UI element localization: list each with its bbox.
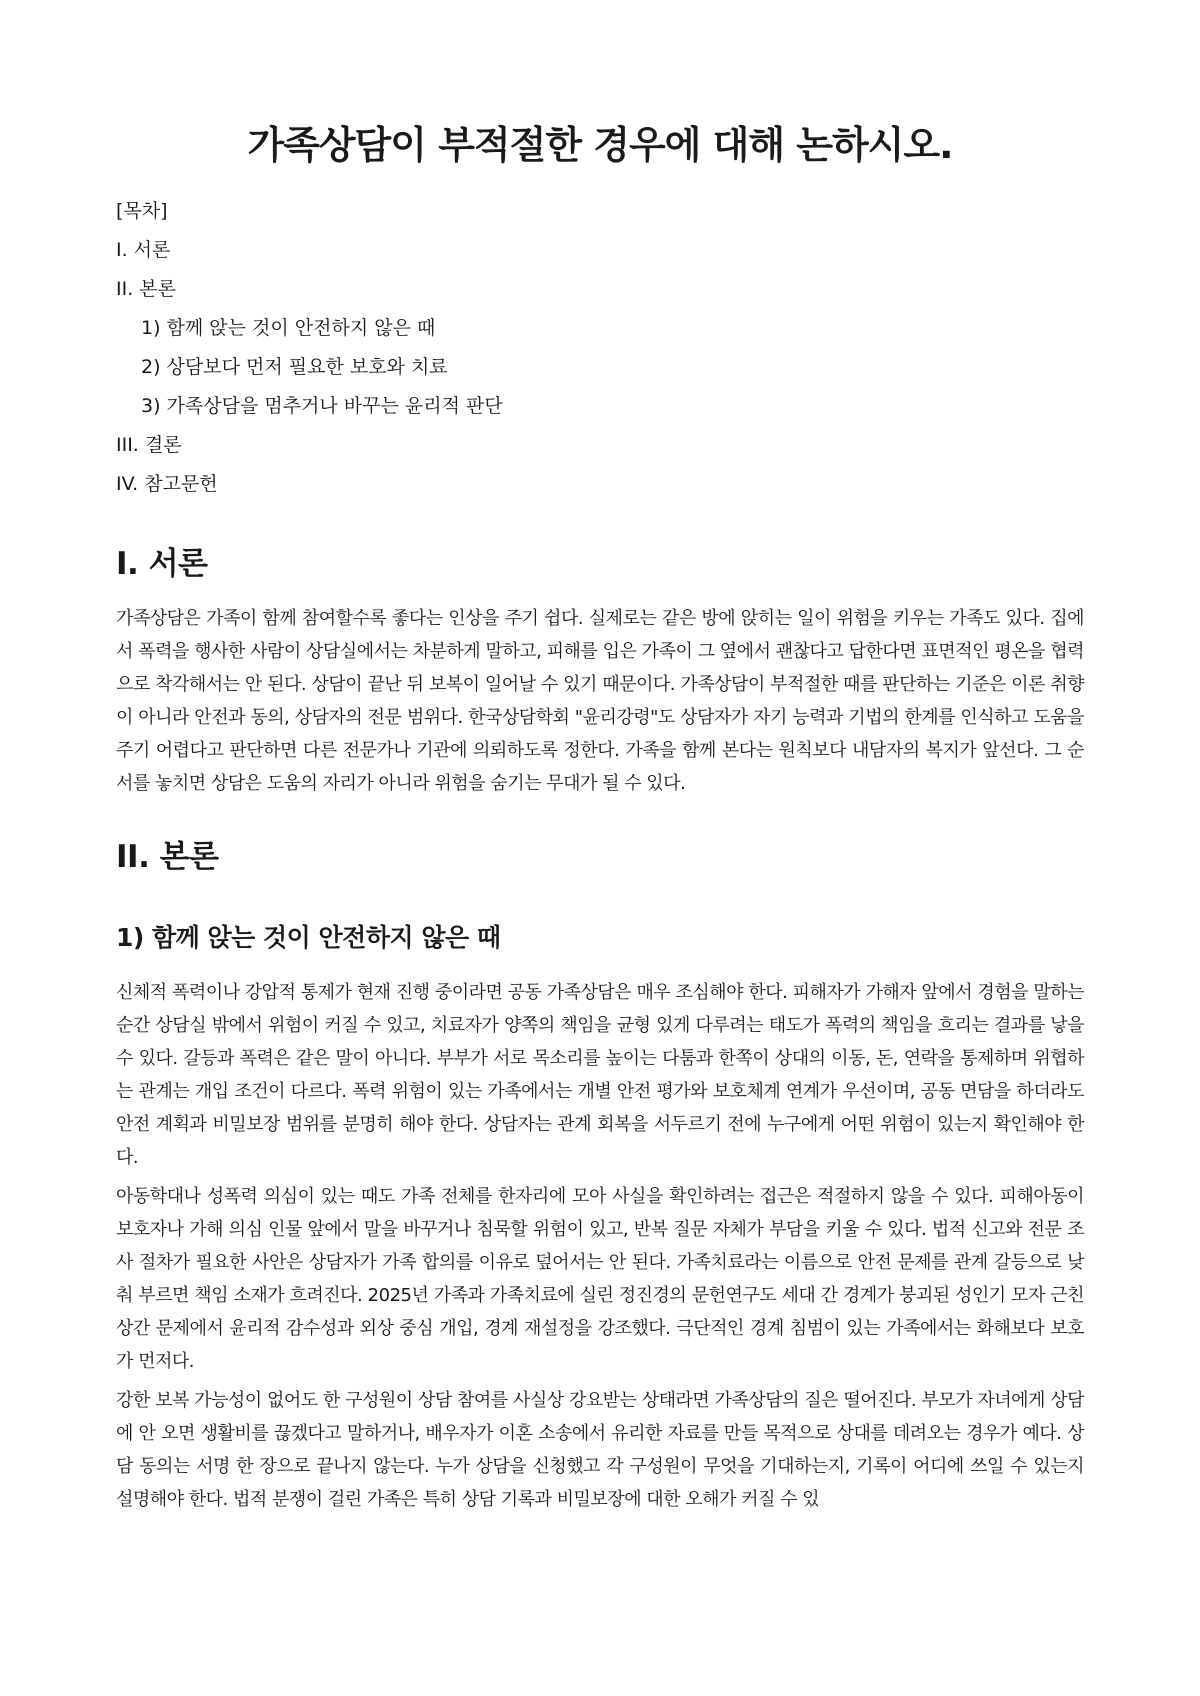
subsection-heading-1: 1) 함께 앉는 것이 안전하지 않은 때	[116, 923, 501, 952]
section-heading-intro: I. 서론	[116, 546, 208, 582]
toc-item-intro: I. 서론	[116, 239, 171, 261]
toc-item-body-sub1: 1) 함께 앉는 것이 안전하지 않은 때	[141, 317, 436, 339]
document-title: 가족상담이 부적절한 경우에 대해 논하시오.	[247, 123, 953, 167]
body-paragraph: 강한 보복 가능성이 없어도 한 구성원이 상담 참여를 사실상 강요받는 상태라면 가족상담의 질은 떨어진다. 부모가 자녀에게 상담에 안 오면 생활비를 끊겠다고 말하거나, 배우자가 이혼 소송에서 유리한 자료를 만들 목적으로 상대를 데려오는 경우가 예다. 상담 동의는 서명 한 장으로 끝나지 않는다. 누가 상담을 신청했고 각 구성원이 무엇을 기대하는지, 기록이 어디에 쓰일 수 있는지 설명해야 한다. 법적 분쟁이 걸린 가족은 특히 상담 기록과 비밀보장에 대한 오해가 커질 수 있	[116, 1390, 1084, 1510]
toc-item-body-sub2: 2) 상담보다 먼저 필요한 보호와 치료	[141, 356, 448, 378]
intro-paragraph: 가족상담은 가족이 함께 참여할수록 좋다는 인상을 주기 쉽다. 실제로는 같은 방에 앉히는 일이 위험을 키우는 가족도 있다. 집에서 폭력을 행사한 사람이 상담실에서는 차분하게 말하고, 피해를 입은 가족이 그 옆에서 괜찮다고 답한다면 표면적인 평온을 협력으로 착각해서는 안 된다. 상담이 끝난 뒤 보복이 일어날 수 있기 때문이다. 가족상담이 부적절한 때를 판단하는 기준은 이론 취향이 아니라 안전과 동의, 상담자의 전문 범위다. 한국상담학회 "윤리강령"도 상담자가 자기 능력과 기법의 한계를 인식하고 도움을 주기 어렵다고 판단하면 다른 전문가나 기관에 의뢰하도록 정한다. 가족을 함께 본다는 원칙보다 내담자의 복지가 앞선다. 그 순서를 놓치면 상담은 도움의 자리가 아니라 위험을 숨기는 무대가 될 수 있다.	[116, 608, 1084, 794]
section-heading-body: II. 본론	[116, 839, 219, 875]
toc-item-body: II. 본론	[116, 278, 176, 300]
body-paragraph: 신체적 폭력이나 강압적 통제가 현재 진행 중이라면 공동 가족상담은 매우 조심해야 한다. 피해자가 가해자 앞에서 경험을 말하는 순간 상담실 밖에서 위험이 커질 수 있고, 치료자가 양쪽의 책임을 균형 있게 다루려는 태도가 폭력의 책임을 흐리는 결과를 낳을 수 있다. 갈등과 폭력은 같은 말이 아니다. 부부가 서로 목소리를 높이는 다툼과 한쪽이 상대의 이동, 돈, 연락을 통제하며 위협하는 관계는 개입 조건이 다르다. 폭력 위험이 있는 가족에서는 개별 안전 평가와 보호체계 연계가 우선이며, 공동 면담을 하더라도 안전 계획과 비밀보장 범위를 분명히 해야 한다. 상담자는 관계 회복을 서두르기 전에 누구에게 어떤 위험이 있는지 확인해야 한다.	[116, 982, 1084, 1168]
table-of-contents	[116, 192, 1084, 504]
toc-item-references: IV. 참고문헌	[116, 473, 218, 495]
body-paragraph: 아동학대나 성폭력 의심이 있는 때도 가족 전체를 한자리에 모아 사실을 확인하려는 접근은 적절하지 않을 수 있다. 피해아동이 보호자나 가해 의심 인물 앞에서 말을 바꾸거나 침묵할 위험이 있고, 반복 질문 자체가 부담을 키울 수 있다. 법적 신고와 전문 조사 절차가 필요한 사안은 상담자가 가족 합의를 이유로 덮어서는 안 된다. 가족치료라는 이름으로 안전 문제를 관계 갈등으로 낮춰 부르면 책임 소재가 흐려진다. 2025년 가족과 가족치료에 실린 정진경의 문헌연구도 세대 간 경계가 붕괴된 성인기 모자 근친상간 문제에서 윤리적 감수성과 외상 중심 개입, 경계 재설정을 강조했다. 극단적인 경계 침범이 있는 가족에서는 화해보다 보호가 먼저다.	[116, 1186, 1084, 1372]
toc-item-conclusion: III. 결론	[116, 434, 182, 456]
toc-heading: [목차]	[116, 200, 168, 222]
toc-item-body-sub3: 3) 가족상담을 멈추거나 바꾸는 윤리적 판단	[141, 395, 503, 417]
